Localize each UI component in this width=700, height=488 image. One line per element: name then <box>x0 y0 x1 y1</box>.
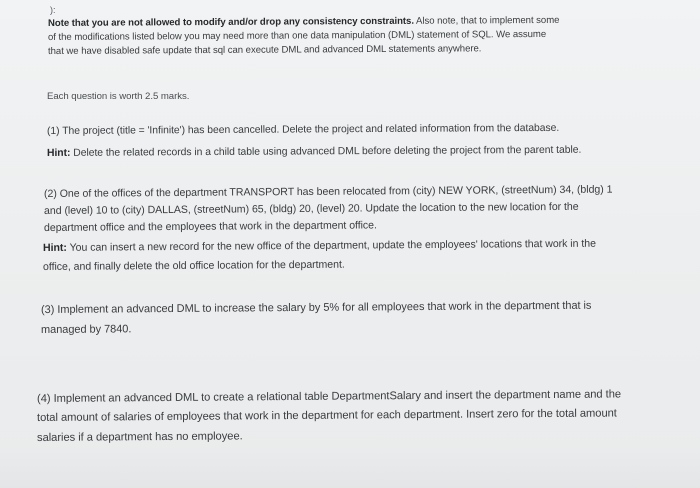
intro-bold-note: Note that you are not allowed to modify and/or drop any consistency constraints. <box>47 15 414 29</box>
intro-line-3: that we have disabled safe update that sql can execute DML and advanced DML statements anywhere. <box>47 43 482 57</box>
question-2-line-1: (2) One of the offices of the department TRANSPORT has been relocated from (city) NEW YORK, (streetNum) 34, (bldg) 1 <box>43 183 613 200</box>
top-mark: ): <box>50 5 56 15</box>
question-2-hint-line-1 <box>43 238 596 255</box>
question-4-line-1: (4) Implement an advanced DML to create a relational table DepartmentSalary and insert the department name and the <box>36 388 622 405</box>
intro-line-1 <box>48 15 560 30</box>
question-2-line-2: and (level) 10 to (city) DALLAS, (streetNum) 65, (bldg) 20, (level) 20. Update the location to the new location for the <box>43 200 579 217</box>
hint-text: You can insert a new record for the new office of the department, update the employees' locations that work in the <box>66 237 596 254</box>
intro-line-1-rest: Also note, that to implement some <box>413 14 560 27</box>
question-1-line-1: (1) The project (title = 'Infinite') has been cancelled. Delete the project and related information from the database. <box>46 122 560 137</box>
hint-text: Delete the related records in a child table using advanced DML before deleting the project from the parent table. <box>70 144 582 159</box>
question-4-line-3: salaries if a department has no employee. <box>36 430 243 444</box>
question-2-line-3: department office and the employees that work in the department office. <box>43 219 377 234</box>
question-1-hint <box>47 144 581 160</box>
question-4-line-2: total amount of salaries of employees that work in the department for each department. Insert zero for the total amount <box>36 407 617 424</box>
question-3-line-1: (3) Implement an advanced DML to increase the salary by 5% for all employees that work in the department that is <box>40 299 592 316</box>
photo-edge-shadow <box>0 448 700 488</box>
hint-label: Hint: <box>42 241 67 254</box>
hint-label: Hint: <box>46 147 71 159</box>
question-2-hint-line-2: office, and finally delete the old office location for the department. <box>42 258 345 273</box>
marks-note: Each question is worth 2.5 marks. <box>47 91 190 102</box>
question-3-line-2: managed by 7840. <box>40 323 132 336</box>
intro-line-2: of the modifications listed below you may need more than one data manipulation (DML) statement of SQL. We assume <box>47 28 547 43</box>
